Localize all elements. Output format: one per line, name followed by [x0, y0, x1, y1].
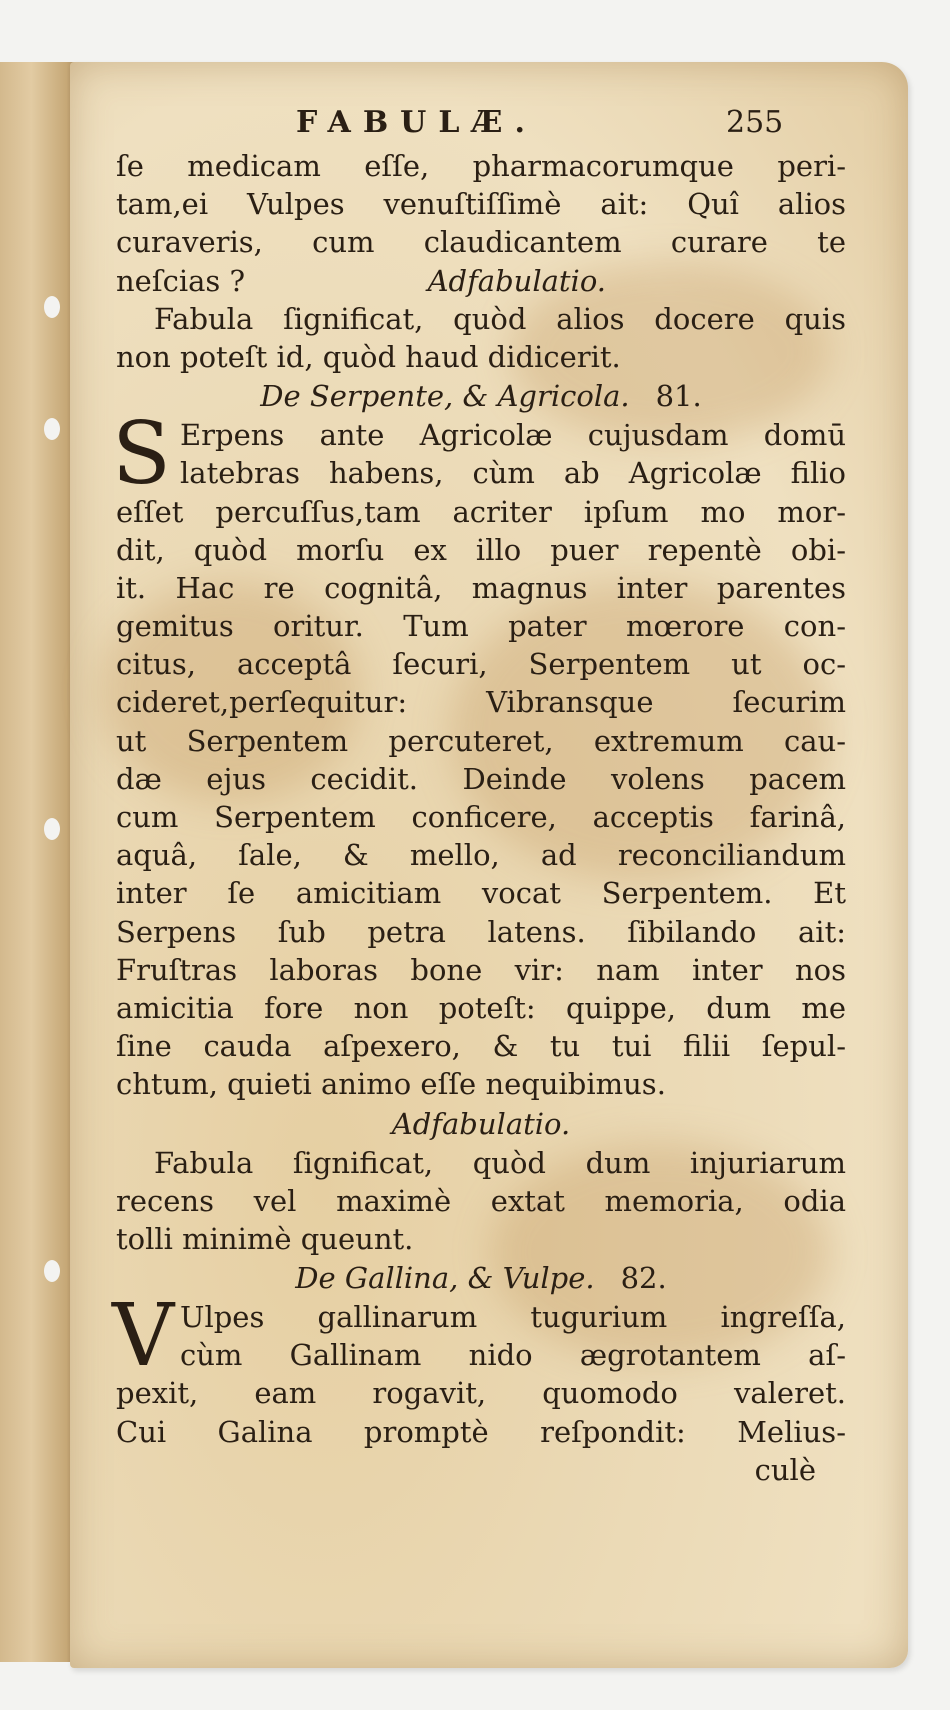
- page-number: 255: [726, 105, 784, 140]
- binding-hole: [44, 1260, 60, 1282]
- fable-title: [116, 376, 846, 416]
- moral-heading: Adfabulatio.: [391, 1106, 571, 1141]
- text-line: ut Serpentem percuteret, extremum cau-: [116, 723, 846, 758]
- moral-paragraph: [116, 300, 846, 376]
- text-line: cideret,perſequitur: Vibransque ſecurim: [116, 685, 846, 720]
- binding-hole: [44, 296, 60, 318]
- text-line: non poteſt id, quòd haud didicerit.: [116, 339, 621, 374]
- text-line: ſine cauda aſpexero, & tu tui filii ſepul-: [116, 1029, 846, 1064]
- page-text: [112, 105, 846, 1489]
- text-line: tam,ei Vulpes venuſtiſſimè ait: Quî alios: [116, 187, 846, 222]
- text-line: dit, quòd morſu ex illo puer repentè obi-: [116, 532, 846, 567]
- page-header: [116, 105, 846, 145]
- text-line: it. Hac re cognitâ, magnus inter parentes: [116, 570, 846, 605]
- moral-paragraph: [116, 1144, 846, 1259]
- text-line: Fruſtras laboras bone vir: nam inter nos: [116, 952, 846, 987]
- text-line: dæ ejus cecidit. Deinde volens pacem: [116, 761, 846, 796]
- fable-body: [112, 404, 846, 1103]
- text-line: Cui Galina promptè reſpondit: Melius-: [116, 1414, 846, 1449]
- text-line: tolli minimè queunt.: [116, 1221, 414, 1256]
- text-line: cum Serpentem conficere, acceptis farinâ,: [116, 800, 846, 834]
- running-head: FABULÆ.: [296, 105, 537, 140]
- text-line: recens vel maximè extat memoria, odia: [116, 1183, 846, 1218]
- text-line: chtum, quieti animo eſſe nequibimus.: [116, 1067, 666, 1102]
- text-line: cùm Gallinam nido ægrotantem aſ-: [180, 1338, 846, 1373]
- drop-cap: V: [112, 1286, 175, 1387]
- fable-title-text: De Gallina, & Vulpe.: [295, 1261, 595, 1296]
- book-gutter: [0, 62, 78, 1662]
- text-line: Erpens ante Agricolæ cujusdam domū: [180, 418, 846, 453]
- fable-number: 82.: [620, 1261, 667, 1296]
- text-line: gemitus oritur. Tum pater mœrore con-: [116, 609, 846, 644]
- fable-continuation: [116, 147, 846, 300]
- text-line: latebras habens, cùm ab Agricolæ filio: [180, 456, 846, 491]
- text-line: citus, acceptâ ſecuri, Serpentem ut oc-: [116, 647, 846, 682]
- text-line: Fabula ſignificat, quòd dum injuriarum: [154, 1145, 846, 1180]
- drop-cap: S: [112, 404, 171, 505]
- fable-body: [112, 1286, 846, 1489]
- text-line: pexit, eam rogavit, quomodo valeret.: [116, 1376, 846, 1411]
- text-line: ſe medicam eſſe, pharmacorumque peri-: [116, 149, 846, 183]
- moral-heading: Adfabulatio.: [427, 263, 606, 298]
- binding-hole: [44, 418, 60, 440]
- fable-title-text: De Serpente, & Agricola.: [260, 379, 630, 414]
- binding-hole: [44, 818, 60, 840]
- text-line: [116, 262, 846, 300]
- text-line: curaveris, cum claudicantem curare te: [116, 225, 846, 260]
- text-line: eſſet percuſſus,tam acriter ipſum mo mor-: [116, 494, 846, 529]
- catchword: culè: [754, 1452, 816, 1487]
- text-line: amicitia fore non poteſt: quippe, dum me: [116, 990, 846, 1025]
- text-line: Serpens ſub petra latens. ſibilando ait:: [116, 914, 846, 949]
- text-line: Ulpes gallinarum tugurium ingreſſa,: [180, 1300, 846, 1335]
- text-line: inter ſe amicitiam vocat Serpentem. Et: [116, 876, 846, 911]
- text-line-end: neſcias ?: [116, 263, 246, 298]
- text-line: aquâ, ſale, & mello, ad reconciliandum: [116, 838, 846, 873]
- text-line: Fabula ſignificat, quòd alios docere quis: [154, 301, 846, 336]
- fable-title: [116, 1258, 846, 1298]
- fable-number: 81.: [655, 379, 702, 414]
